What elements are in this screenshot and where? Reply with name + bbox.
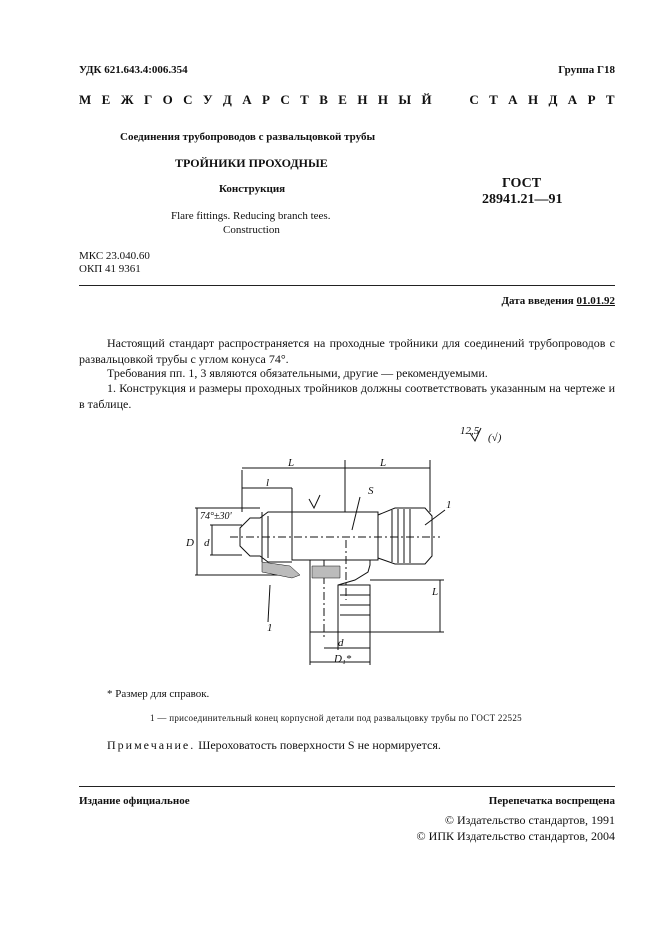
interstate-letter: С: [183, 92, 193, 107]
drawing-legend: 1 — присоединительный конец корпусной детали под развальцовку трубы по ГОСТ 22525: [150, 713, 522, 723]
group-code: Группа Г18: [558, 64, 615, 76]
interstate-letter: С: [469, 92, 479, 107]
dim-d1: D₁*: [334, 653, 352, 665]
footer-divider: [79, 786, 615, 787]
edition-label: Издание официальное: [79, 795, 190, 807]
interstate-letter: Т: [489, 92, 498, 107]
udk-code: УДК 621.643.4:006.354: [79, 64, 188, 76]
okp-code: ОКП 41 9361: [79, 263, 141, 275]
interstate-letter: А: [242, 92, 252, 107]
date-value: 01.01.92: [576, 295, 615, 307]
note-label: Примечание.: [107, 738, 196, 752]
tee-fitting-drawing: [170, 415, 502, 680]
label-1-left: 1: [267, 622, 273, 634]
interstate-letter: А: [567, 92, 578, 107]
interstate-letter: Д: [222, 92, 232, 107]
interstate-letter: Ж: [120, 92, 134, 107]
paragraph-scope: Настоящий стандарт распространяется на проходные тройники для соединений трубопроводов с развальцовкой трубы с углом конуса 74°.: [79, 336, 615, 366]
english-title-line-2: Construction: [223, 224, 280, 236]
interstate-letter: Й: [421, 92, 432, 107]
interstate-letter: Т: [300, 92, 309, 107]
dim-d-inner-left: d: [204, 537, 210, 549]
dim-l-vertical: L: [432, 586, 439, 598]
interstate-letter: Ы: [398, 92, 412, 107]
label-s: S: [368, 485, 374, 497]
interstate-letter: Е: [101, 92, 111, 107]
interstate-letter: А: [508, 92, 518, 107]
interstate-standard-heading: [79, 92, 615, 108]
interstate-letter: Р: [587, 92, 596, 107]
english-title-line-1: Flare fittings. Reducing branch tees.: [171, 210, 331, 222]
gost-label: ГОСТ: [502, 176, 542, 191]
gost-number: 28941.21—91: [482, 192, 563, 207]
note-text: Шероховатость поверхности S не нормируется.: [198, 738, 441, 752]
interstate-letter: Т: [605, 92, 615, 107]
standard-subject: Соединения трубопроводов с развальцовкой трубы: [120, 131, 376, 143]
interstate-letter: Д: [548, 92, 558, 107]
dim-d-outer: D: [186, 537, 194, 549]
dim-l-small: l: [266, 477, 270, 489]
interstate-letter: Н: [357, 92, 368, 107]
date-label: Дата введения: [501, 295, 574, 307]
paragraph-requirements: Требования пп. 1, 3 являются обязательными, другие — рекомендуемыми.: [107, 366, 488, 380]
interstate-letter: У: [202, 92, 213, 107]
interstate-letter: [442, 92, 445, 108]
paragraph-construction: 1. Конструкция и размеры проходных тройников должны соответствовать указанным на чертеже и в таблице.: [79, 381, 615, 411]
roughness-value: 12,5: [460, 425, 480, 437]
page-title: ТРОЙНИКИ ПРОХОДНЫЕ: [175, 156, 328, 170]
interstate-letter: В: [319, 92, 328, 107]
introduction-date: [501, 295, 615, 307]
construction-subtitle: Конструкция: [219, 183, 286, 195]
interstate-letter: Е: [338, 92, 347, 107]
dim-l-top-left: L: [288, 457, 295, 469]
roughness-paren: (√): [488, 432, 502, 444]
note: [107, 738, 441, 753]
header-divider: [79, 285, 615, 286]
interstate-letter: М: [79, 92, 92, 107]
label-1-right: 1: [446, 499, 452, 511]
interstate-letter: Р: [262, 92, 270, 107]
footnote: * Размер для справок.: [107, 688, 210, 700]
mks-code: МКС 23.040.60: [79, 250, 150, 262]
interstate-letter: С: [280, 92, 290, 107]
angle-label: 74°±30': [200, 511, 232, 522]
interstate-letter: Г: [143, 92, 153, 107]
copyright-2004: © ИПК Издательство стандартов, 2004: [416, 829, 615, 843]
dim-l-top-right: L: [380, 457, 387, 469]
dim-d-bottom: d: [338, 637, 344, 649]
interstate-letter: [456, 92, 459, 108]
interstate-letter: О: [162, 92, 173, 107]
copyright-1991: © Издательство стандартов, 1991: [444, 813, 615, 827]
interstate-letter: Н: [527, 92, 539, 107]
interstate-letter: Н: [377, 92, 388, 107]
reprint-label: Перепечатка воспрещена: [488, 795, 615, 807]
